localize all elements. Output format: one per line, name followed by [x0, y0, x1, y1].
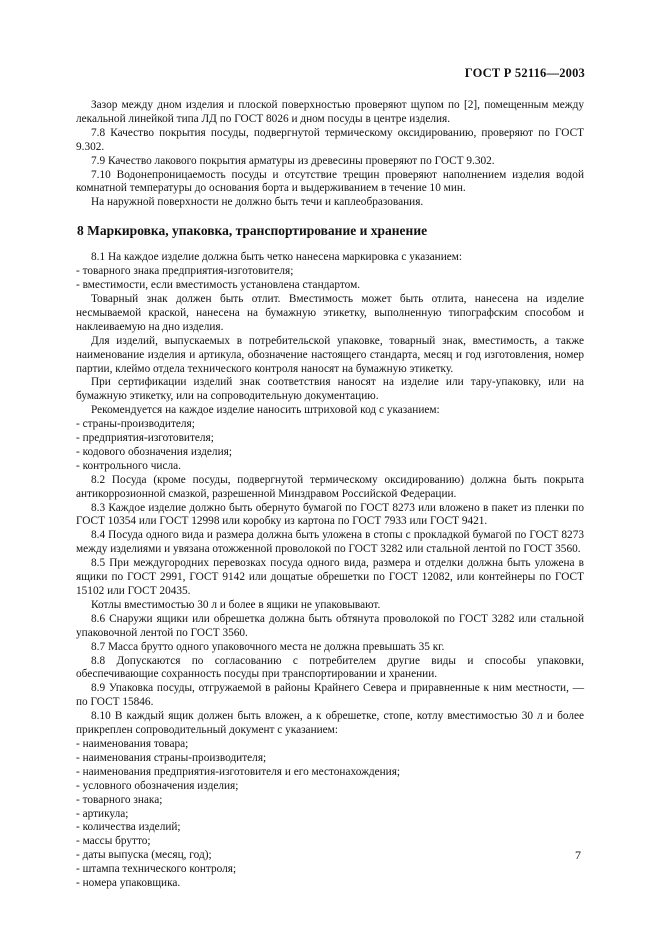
list-item: - контрольного числа. — [76, 459, 181, 472]
document-body — [76, 99, 584, 891]
page-number: 7 — [575, 848, 581, 862]
list-item: - предприятия-изготовителя; — [76, 432, 214, 445]
paragraph: 7.9 Качество лакового покрытия арматуры из древесины проверяют по ГОСТ 9.302. — [91, 154, 495, 167]
paragraph: 8.6 Снаружи ящики или обрешетка должна быть обтянута проволокой по ГОСТ 3282 или стальной упаковочной лентой по ГОСТ 3560. — [76, 612, 584, 639]
list-item: - количества изделий; — [76, 821, 181, 834]
list-item: - наименования товара; — [76, 737, 189, 750]
paragraph: 8.9 Упаковка посуды, отгружаемой в районы Крайнего Севера и приравненные к ним местности, — по ГОСТ 15846. — [76, 682, 584, 709]
list-item: - кодового обозначения изделия; — [76, 445, 232, 458]
paragraph: 8.3 Каждое изделие должно быть обернуто бумагой по ГОСТ 8273 или вложено в пакет из пленки по ГОСТ 10354 или ГОСТ 12998 или коробку из картона по ГОСТ 7933 или ГОСТ 9421. — [76, 501, 584, 528]
paragraph: 8.7 Масса брутто одного упаковочного места не должна превышать 35 кг. — [91, 640, 445, 653]
paragraph: 8.1 На каждое изделие должна быть четко нанесена маркировка с указанием: — [91, 251, 463, 264]
list-item: - номера упаковщика. — [76, 877, 181, 890]
list-item: - товарного знака предприятия-изготовителя; — [76, 265, 294, 278]
paragraph: 8.10 В каждый ящик должен быть вложен, а к обрешетке, стопе, котлу вместимостью 30 л и более прикреплен сопроводительный документ с указанием: — [76, 710, 584, 737]
paragraph: При сертификации изделий знак соответствия наносят на изделие или тару-упаковку, или на бумажную этикетку, или на сопроводительную документацию. — [76, 376, 584, 403]
list-item: - штампа технического контроля; — [76, 863, 237, 876]
paragraph: Товарный знак должен быть отлит. Вместимость может быть отлита, нанесена на изделие несмываемой краской, нанесена на бумажную этикетку, выполненную типографским способом и наклеиваемую на дно изделия. — [76, 292, 584, 333]
list-item: - артикула; — [76, 807, 129, 820]
paragraph: 8.4 Посуда одного вида и размера должна быть уложена в стопы с прокладкой бумагой по ГОСТ 8273 между изделиями и увязана отожженной проволокой по ГОСТ 3282 или стальной лентой по ГОСТ 3560. — [76, 529, 584, 556]
paragraph: Котлы вместимостью 30 л и более в ящики не упаковывают. — [91, 598, 381, 611]
list-item: - товарного знака; — [76, 793, 163, 806]
list-item: - даты выпуска (месяц, год); — [76, 849, 212, 862]
section-title: 8 Маркировка, упаковка, транспортирование и хранение — [77, 223, 428, 239]
paragraph: 7.8 Качество покрытия посуды, подвергнутой термическому оксидированию, проверяют по ГОСТ 9.302. — [76, 126, 584, 153]
list-item: - массы брутто; — [76, 835, 151, 848]
document-header: ГОСТ Р 52116—2003 — [464, 66, 585, 80]
list-item: - наименования предприятия-изготовителя и его местонахождения; — [76, 765, 401, 778]
paragraph: Для изделий, выпускаемых в потребительской упаковке, товарный знак, вместимость, а также наименование изделия и артикула, обозначение настоящего стандарта, месяц и год изготовления, номер партии, клеймо отдела технического контроля наносят на бумажную этикетку. — [76, 334, 584, 375]
list-item: - наименования страны-производителя; — [76, 751, 267, 764]
paragraphs-after-section — [76, 251, 584, 891]
list-item: - страны-производителя; — [76, 418, 195, 431]
paragraph: Зазор между дном изделия и плоской поверхностью проверяют щупом по [2], помещенным между лекальной линейкой типа ЛД по ГОСТ 8026 и дном посуды в центре изделия. — [76, 99, 584, 125]
paragraph: 8.5 При междугородних перевозках посуда одного вида, размера и отделки должна быть уложена в ящики по ГОСТ 2991, ГОСТ 9142 или дощатые обрешетки по ГОСТ 12082, или контейнеры по ГОСТ 15102 или ГОСТ 20435. — [76, 557, 584, 597]
paragraph: Рекомендуется на каждое изделие наносить штриховой код с указанием: — [91, 404, 440, 417]
paragraph: 8.2 Посуда (кроме посуды, подвергнутой термическому оксидированию) должна быть покрыта антикоррозионной смазкой, разрешенной Минздравом Российской Федерации. — [76, 473, 584, 500]
paragraph: 8.8 Допускаются по согласованию с потребителем другие виды и способы упаковки, обеспечивающие сохранность посуды при транспортировании и хранении. — [76, 654, 584, 681]
paragraph: На наружной поверхности не должно быть течи и каплеобразования. — [91, 196, 424, 209]
paragraph: 7.10 Водонепроницаемость посуды и отсутствие трещин проверяют наполнением изделия водой комнатной температуры до основания борта и выдерживанием в течение 10 мин. — [76, 168, 584, 195]
paragraphs-before-section — [76, 99, 584, 210]
list-item: - вместимости, если вместимость установлена стандартом. — [76, 279, 361, 292]
list-item: - условного обозначения изделия; — [76, 779, 239, 792]
